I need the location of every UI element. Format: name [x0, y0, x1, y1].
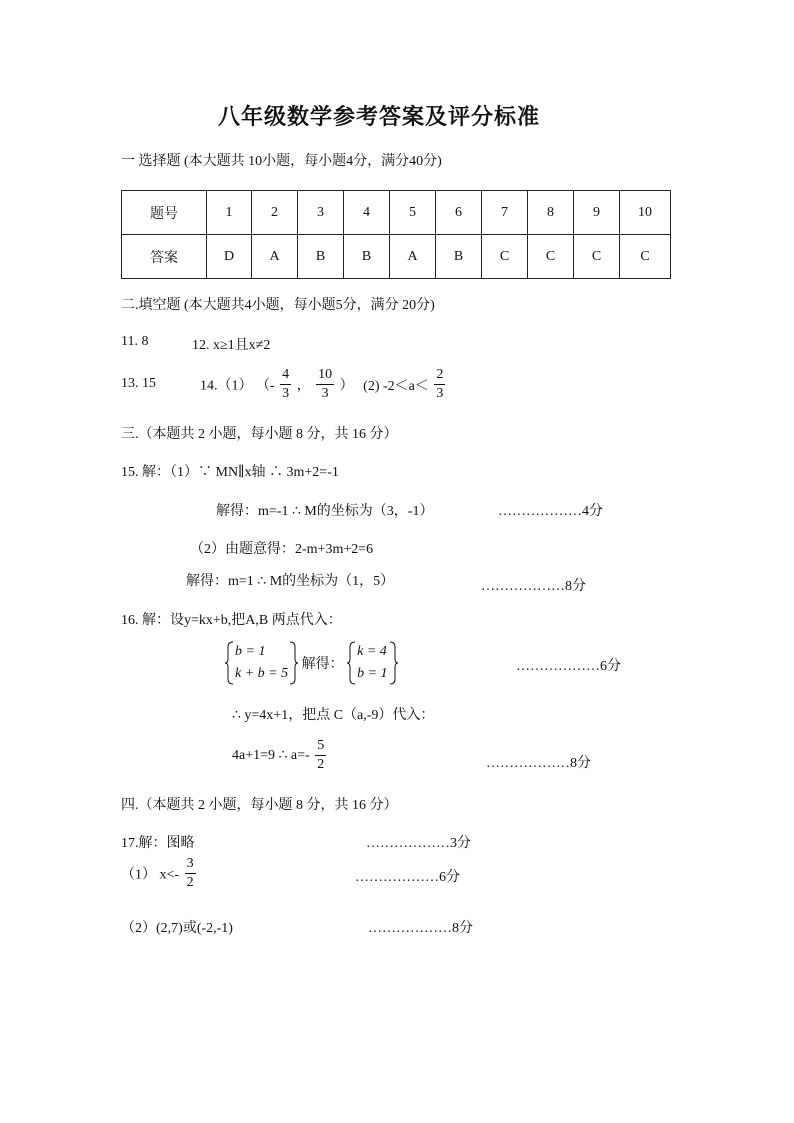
table-cell-q6: 6	[436, 191, 482, 235]
answer-q13: 13. 15	[121, 376, 156, 391]
table-cell-q2: 2	[252, 191, 298, 235]
q17-inequality: （1） x<-	[121, 867, 180, 883]
q15-line1: 15. 解：（1）∵ MN∥x轴 ∴ 3m+2=-1	[121, 465, 339, 480]
fraction	[316, 366, 334, 403]
q15-line4: 解得：m=1 ∴ M的坐标为（1，5）	[186, 574, 395, 589]
table-cell-a7: C	[482, 235, 528, 279]
table-cell-q10: 10	[620, 191, 671, 235]
equation-system	[225, 641, 298, 685]
left-brace-icon	[347, 641, 356, 685]
table-cell-a8: C	[528, 235, 574, 279]
table-cell-a6: B	[436, 235, 482, 279]
section2-heading: 二.填空题 (本大题共4小题，每小题5分，满分 20分)	[121, 298, 435, 313]
table-cell-q5: 5	[390, 191, 436, 235]
system-row: b = 1	[235, 644, 266, 659]
q15-score2: ………………8分	[481, 579, 586, 594]
q14-open: （-	[256, 378, 275, 394]
table-cell-a2: A	[252, 235, 298, 279]
fraction-denominator: 3	[282, 386, 290, 401]
answer-q12: 12. x≥1且x≠2	[192, 338, 271, 353]
q16-line1: 16. 解：设y=kx+b,把A,B 两点代入：	[121, 613, 342, 628]
fraction-denominator: 3	[321, 386, 329, 401]
table-cell-a3: B	[298, 235, 344, 279]
fraction-numerator: 4	[280, 366, 291, 385]
fraction-numerator: 5	[315, 737, 326, 756]
answer-table	[121, 190, 671, 279]
left-brace-icon	[225, 641, 234, 685]
table-cell-q4: 4	[344, 191, 390, 235]
q16-line3: ∴ y=4x+1，把点 C（a,-9）代入：	[232, 708, 435, 723]
q17-score1: ………………3分	[366, 836, 471, 851]
q17-line3: （2）(2,7)或(-2,-1)	[121, 921, 233, 936]
equation-system	[347, 641, 397, 685]
system-row: b = 1	[357, 666, 388, 681]
q16-score1: ………………6分	[516, 659, 621, 674]
answer-q14	[200, 366, 447, 403]
section1-heading: 一 选择题 (本大题共 10小题，每小题4分，满分40分)	[121, 154, 442, 169]
table-row-questions	[122, 191, 671, 235]
q15-line3: （2）由题意得：2-m+3m+2=6	[190, 542, 374, 557]
fraction-numerator: 10	[316, 366, 334, 385]
system-row: k + b = 5	[235, 666, 289, 681]
fraction	[185, 855, 196, 892]
table-cell-q9: 9	[574, 191, 620, 235]
table-header-answer: 答案	[122, 235, 207, 279]
table-cell-a5: A	[390, 235, 436, 279]
q17-score3: ………………8分	[368, 921, 473, 936]
q17-line2	[121, 855, 198, 892]
q14-close: ）	[339, 378, 354, 394]
table-cell-a10: C	[620, 235, 671, 279]
q14-comma: ，	[296, 378, 311, 394]
fraction	[315, 737, 326, 774]
fraction-numerator: 3	[185, 855, 196, 874]
q15-line2: 解得：m=-1 ∴ M的坐标为（3，-1）	[216, 504, 434, 519]
right-brace-icon	[289, 641, 298, 685]
system-row: k = 4	[357, 644, 387, 659]
q16-line4	[232, 737, 328, 774]
section4-heading: 四.（本题共 2 小题，每小题 8 分，共 16 分）	[121, 798, 398, 813]
table-cell-a1: D	[207, 235, 252, 279]
q17-line1: 17.解：图略	[121, 836, 195, 851]
fraction	[280, 366, 291, 403]
section3-heading: 三.（本题共 2 小题，每小题 8 分，共 16 分）	[121, 427, 398, 442]
page-title: 八年级数学参考答案及评分标准	[218, 104, 541, 129]
q15-score1: ………………4分	[498, 504, 603, 519]
table-row-answers	[122, 235, 671, 279]
q16-equation: 4a+1=9 ∴ a=-	[232, 748, 310, 763]
q14-part2: (2) -2＜a＜	[363, 378, 429, 394]
q14-label: 14.（1）	[200, 378, 253, 394]
right-brace-icon	[389, 641, 398, 685]
answer-q11: 11. 8	[121, 334, 149, 349]
fraction	[434, 366, 445, 403]
table-cell-a4: B	[344, 235, 390, 279]
q16-score2: ………………8分	[486, 756, 591, 771]
fraction-denominator: 2	[186, 875, 194, 890]
table-cell-a9: C	[574, 235, 620, 279]
table-cell-q3: 3	[298, 191, 344, 235]
q17-score2: ………………6分	[355, 870, 460, 885]
fraction-denominator: 3	[436, 386, 444, 401]
table-header-question: 题号	[122, 191, 207, 235]
table-cell-q8: 8	[528, 191, 574, 235]
fraction-numerator: 2	[434, 366, 445, 385]
table-cell-q1: 1	[207, 191, 252, 235]
q16-solve-label: 解得：	[301, 657, 344, 672]
q16-system	[225, 641, 398, 685]
fraction-denominator: 2	[317, 757, 325, 772]
table-cell-q7: 7	[482, 191, 528, 235]
